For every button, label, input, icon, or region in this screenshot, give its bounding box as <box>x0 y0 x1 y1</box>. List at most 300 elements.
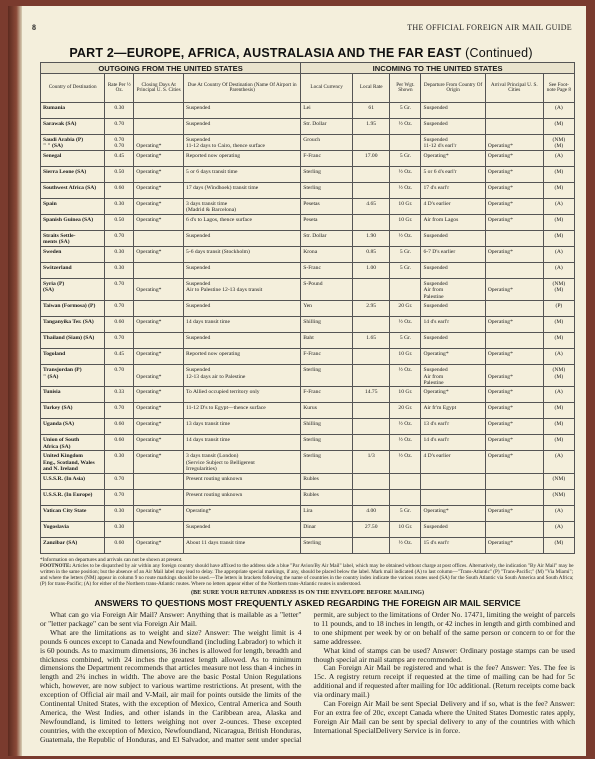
table-cell: Operating* <box>421 349 485 365</box>
table-cell: Sterling <box>301 183 353 199</box>
table-cell: 5 or 6 d's earl'r <box>421 167 485 183</box>
table-row <box>41 521 575 537</box>
table-cell: Operating* <box>184 505 301 521</box>
table-cell: Tunisia <box>41 387 105 403</box>
table-cell: ½ Oz. <box>390 119 421 135</box>
band-outgoing: OUTGOING FROM THE UNITED STATES <box>41 63 301 74</box>
table-cell: Reported now operating <box>184 349 301 365</box>
table-cell: Straits Settle- ments (SA) <box>41 231 105 247</box>
table-cell: 5 Gr. <box>390 505 421 521</box>
table-cell: Zanzibar (SA) <box>41 537 105 553</box>
table-cell: Syria (P) (SA) <box>41 279 105 301</box>
table-cell: 0.50 <box>105 167 134 183</box>
table-cell: Suspended <box>421 521 485 537</box>
table-cell: Suspended <box>421 103 485 119</box>
table-cell: To Allied occupied territory only <box>184 387 301 403</box>
table-cell: 17 days (Windhoek) transit time <box>184 183 301 199</box>
table-cell: ½ Oz. <box>390 183 421 199</box>
table-cell: Operating* <box>134 183 184 199</box>
table-cell: 0.60 <box>105 317 134 333</box>
table-cell <box>134 103 184 119</box>
table-cell: 0.60 <box>105 183 134 199</box>
table-cell: Operating* <box>134 167 184 183</box>
table-cell: Suspended 12-13 days air to Palestine <box>184 365 301 387</box>
table-cell: (M) <box>543 119 574 135</box>
table-cell: Togoland <box>41 349 105 365</box>
qa-paragraph: What kind of stamps can be used? Answer: Ordinary postage stamps can be used though special air mail stamps are recommended. <box>313 645 575 664</box>
table-row <box>41 451 575 473</box>
table-body <box>41 103 575 554</box>
table-cell: Sierra Leone (SA) <box>41 167 105 183</box>
table-cell: 13 d's earl'r <box>421 419 485 435</box>
table-cell: Suspended <box>421 301 485 317</box>
table-cell: Spanish Guinea (SA) <box>41 215 105 231</box>
table-cell: Str. Dollar <box>301 119 353 135</box>
table-cell: 11-12 D's to Egypt—thence surface <box>184 403 301 419</box>
table-cell: Lira <box>301 505 353 521</box>
table-cell: (M) <box>543 403 574 419</box>
table-cell: 4.65 <box>353 199 390 215</box>
table-cell: (NM) <box>543 489 574 505</box>
table-cell: Operating* <box>134 317 184 333</box>
table-row <box>41 167 575 183</box>
table-cell: Operating* <box>134 387 184 403</box>
table-cell <box>134 119 184 135</box>
table-cell: 15 d's earl'r <box>421 537 485 553</box>
table-cell: Lei <box>301 103 353 119</box>
table-cell: Operating* <box>485 247 543 263</box>
table-cell: 6-7 D's earlier <box>421 247 485 263</box>
table-row <box>41 365 575 387</box>
col-header: Due At Country Of Destination (Name Of Airport in Parenthesis) <box>184 74 301 103</box>
table-cell: 1.90 <box>353 231 390 247</box>
table-cell: (NM) <box>543 473 574 489</box>
table-cell: 0.70 <box>105 473 134 489</box>
table-cell: Operating* <box>485 317 543 333</box>
table-row <box>41 135 575 151</box>
table-cell: 10 Gr. <box>390 215 421 231</box>
table-cell: 10 Gr. <box>390 349 421 365</box>
table-cell: Suspended 11-12 d's earl'r <box>421 135 485 151</box>
part-title-continued: (Continued) <box>465 46 533 60</box>
table-cell <box>485 231 543 247</box>
table-cell: Shilling <box>301 419 353 435</box>
page-number: 8 <box>32 23 36 32</box>
table-cell: 0.60 <box>105 537 134 553</box>
table-cell <box>353 167 390 183</box>
qa-paragraph: Can Foreign Air Mail be registered and what is the fee? Answer: Yes. The fee is 15c. A registry return receipt if requested at the time of mailing can be had for 5c additional and if requested after mailing for 10c additional. (Return receipts come back via ordinary mail.) <box>313 663 575 700</box>
table-row <box>41 489 575 505</box>
table-cell <box>485 103 543 119</box>
table-cell: ½ Oz. <box>390 231 421 247</box>
part-title-main: PART 2—EUROPE, AFRICA, AUSTRALASIA AND THE FAR EAST <box>69 46 462 60</box>
col-header: Per Wgt. Shown <box>390 74 421 103</box>
table-cell: Sweden <box>41 247 105 263</box>
table-cell: (NM) (M) <box>543 135 574 151</box>
table-cell: 14 days transit time <box>184 317 301 333</box>
table-cell: Operating* <box>485 279 543 301</box>
table-cell: (M) <box>543 215 574 231</box>
table-cell: Operating* <box>485 215 543 231</box>
table-cell: Spain <box>41 199 105 215</box>
table-cell: Suspended <box>421 263 485 279</box>
table-cell: Present routing unknown <box>184 473 301 489</box>
table-cell: 0.30 <box>105 451 134 473</box>
table-cell: 1/3 <box>353 451 390 473</box>
table-cell: Suspended Air from Palestine <box>421 279 485 301</box>
table-cell: (A) <box>543 521 574 537</box>
table-band-row <box>41 63 575 74</box>
table-cell: 4.00 <box>353 505 390 521</box>
table-row <box>41 333 575 349</box>
table-cell: 0.30 <box>105 263 134 279</box>
table-cell: Suspended 11-12 days to Cairo, thence surface <box>184 135 301 151</box>
table-cell: 0.70 <box>105 231 134 247</box>
table-cell: 1.65 <box>353 333 390 349</box>
table-cell: (M) <box>543 537 574 553</box>
table-cell: U.S.S.R. (In Asia) <box>41 473 105 489</box>
col-header: Local Currency <box>301 74 353 103</box>
table-cell: 4 D's earlier <box>421 451 485 473</box>
table-row <box>41 317 575 333</box>
table-cell: Suspended <box>421 333 485 349</box>
table-cell: 10 Gr. <box>390 199 421 215</box>
table-cell: Air from Lagos <box>421 215 485 231</box>
table-cell: 17.00 <box>353 151 390 167</box>
table-cell: 0.70 <box>105 333 134 349</box>
table-cell <box>353 419 390 435</box>
table-cell: Suspended Air to Palestine 12-13 days transit <box>184 279 301 301</box>
col-header: Departure From Country Of Origin <box>421 74 485 103</box>
table-cell: Operating* <box>485 419 543 435</box>
table-cell: 5 Gr. <box>390 103 421 119</box>
table-cell: 0.70 <box>105 119 134 135</box>
table-cell: F-Franc <box>301 151 353 167</box>
table-cell: 3 days transit (London) (Service Subject to Belligerent Irregularities) <box>184 451 301 473</box>
table-cell: (M) <box>543 317 574 333</box>
table-row <box>41 403 575 419</box>
table-cell <box>390 135 421 151</box>
table-cell: Suspended <box>184 521 301 537</box>
qa-body <box>40 611 575 745</box>
table-cell <box>353 183 390 199</box>
table-cell: Suspended <box>184 333 301 349</box>
table-row <box>41 435 575 451</box>
table-cell <box>134 473 184 489</box>
table-cell: Operating* <box>134 365 184 387</box>
table-cell <box>485 489 543 505</box>
table-row <box>41 103 575 119</box>
table-cell: 61 <box>353 103 390 119</box>
table-cell: ½ Oz. <box>390 365 421 387</box>
table-cell: Operating* <box>485 505 543 521</box>
table-cell: ½ Oz. <box>390 419 421 435</box>
table-cell: Operating* <box>485 435 543 451</box>
table-cell: (M) <box>543 435 574 451</box>
table-cell: F-Franc <box>301 349 353 365</box>
table-cell: Operating* <box>134 215 184 231</box>
table-cell: 5 Gr. <box>390 333 421 349</box>
table-cell <box>390 489 421 505</box>
table-row <box>41 537 575 553</box>
col-header: Arrival Principal U. S. Cities <box>485 74 543 103</box>
table-cell: 0.33 <box>105 387 134 403</box>
table-cell <box>390 279 421 301</box>
table-cell: Operating* <box>134 135 184 151</box>
table-cell: (A) <box>543 263 574 279</box>
table-row <box>41 215 575 231</box>
table-cell: 3 days transit time (Madrid & Barcelona) <box>184 199 301 215</box>
table-cell: Taiwan (Formosa) (P) <box>41 301 105 317</box>
table-cell: 0.70 <box>105 301 134 317</box>
table-cell: 0.70 <box>105 279 134 301</box>
table-cell: ½ Oz. <box>390 167 421 183</box>
table-cell: Switzerland <box>41 263 105 279</box>
table-cell: Operating* <box>485 135 543 151</box>
table-cell: 10 Gr. <box>390 387 421 403</box>
table-cell <box>353 279 390 301</box>
table-cell: 0.45 <box>105 349 134 365</box>
table-cell: Reported now operating <box>184 151 301 167</box>
table-cell: Operating* <box>421 151 485 167</box>
table-cell <box>134 263 184 279</box>
table-cell: 0.60 <box>105 419 134 435</box>
table-row <box>41 279 575 301</box>
table-cell: 0.30 <box>105 247 134 263</box>
table-cell: About 11 days transit time <box>184 537 301 553</box>
table-cell: Operating* <box>134 403 184 419</box>
table-cell: 2.95 <box>353 301 390 317</box>
table-cell: Operating* <box>134 505 184 521</box>
table-cell: (M) <box>543 419 574 435</box>
col-header: Country of Destination <box>41 74 105 103</box>
table-cell <box>353 215 390 231</box>
table-cell: Operating* <box>134 435 184 451</box>
table-cell: 0.30 <box>105 199 134 215</box>
table-cell: Transjordan (P) " (SA) <box>41 365 105 387</box>
table-row <box>41 387 575 403</box>
table-cell: Sterling <box>301 537 353 553</box>
table-cell: Operating* <box>485 167 543 183</box>
table-cell <box>134 521 184 537</box>
table-cell: Yen <box>301 301 353 317</box>
table-cell: 0.45 <box>105 151 134 167</box>
table-cell: 4 D's earlier <box>421 199 485 215</box>
guide-page <box>8 6 586 756</box>
table-cell: Rubles <box>301 473 353 489</box>
asterisk-note: *Information on departures and arrivals can not be shown at present. <box>40 557 183 563</box>
return-address-reminder: (BE SURE YOUR RETURN ADDRESS IS ON THE ENVELOPE BEFORE MAILING) <box>190 589 425 596</box>
table-cell: (A) <box>543 387 574 403</box>
table-cell: Saudi Arabia (P) " " (SA) <box>41 135 105 151</box>
table-cell: Operating* <box>485 451 543 473</box>
table-cell: 14 d's earl'r <box>421 435 485 451</box>
table-cell: Union of South Africa (SA) <box>41 435 105 451</box>
table-cell: Rumania <box>41 103 105 119</box>
table-cell: 14 days transit time <box>184 435 301 451</box>
table-row <box>41 199 575 215</box>
table-cell: Operating* <box>485 537 543 553</box>
table-cell: Operating* <box>134 279 184 301</box>
table-row <box>41 419 575 435</box>
table-cell: Present routing unknown <box>184 489 301 505</box>
table-cell: Operating* <box>485 199 543 215</box>
footnote-text: Articles to be dispatched by air within any foreign country should have affixed to the address side a blue "Par Avion/By Air Mail" label, which may be obtained without charge at post offices. Alternatively, the indication "By Air Mail" may be written in the same position; but the absence of an Air Mail label may lead to delay. The appropriate special markings, if any, should be placed below the label. Mark mail indicated (A) to last column—"Trans-Atlantic" (P) "Trans-Pacific;" (M) "Via Miami"; and where the letters (NM) appear in column 9 no route markings should be used.—The letters in brackets following the name of countries in the country index indicate the various routes used (SA) for the South Atlantic via South America and South Africa; (P) for trans-Pacific; (A) for either of the Northern trans-Atlantic routes. Where no letters appear either of the Northern trans-Atlantic routes is understood. <box>40 563 574 587</box>
qa-title: ANSWERS TO QUESTIONS MOST FREQUENTLY ASKED REGARDING THE FOREIGN AIR MAIL SERVICE <box>94 598 521 608</box>
table-cell: Operating* <box>421 505 485 521</box>
table-cell: Operating* <box>134 247 184 263</box>
table-cell: Operating* <box>485 387 543 403</box>
table-cell: Sterling <box>301 167 353 183</box>
band-incoming: INCOMING TO THE UNITED STATES <box>301 63 575 74</box>
table-cell: Operating* <box>134 451 184 473</box>
table-cell: 13 days transit time <box>184 419 301 435</box>
table-cell: Operating* <box>134 419 184 435</box>
table-cell: 0.85 <box>353 247 390 263</box>
table-cell: Uganda (SA) <box>41 419 105 435</box>
table-cell: (M) <box>543 231 574 247</box>
table-cell: ½ Oz. <box>390 435 421 451</box>
table-cell: Dinar <box>301 521 353 537</box>
book-spine <box>8 6 22 756</box>
table-cell: Tanganyika Ter. (SA) <box>41 317 105 333</box>
table-cell: Operating* <box>134 151 184 167</box>
table-cell: 10 Gr. <box>390 521 421 537</box>
table-row <box>41 263 575 279</box>
table-cell: Operating* <box>485 403 543 419</box>
table-row <box>41 247 575 263</box>
table-cell: (M) <box>543 183 574 199</box>
table-cell: (M) <box>543 333 574 349</box>
footnote <box>40 563 575 587</box>
table-cell: 1.00 <box>353 263 390 279</box>
table-cell: Vatican City State <box>41 505 105 521</box>
table-cell: 0.50 <box>105 215 134 231</box>
table-cell: 0.60 <box>105 435 134 451</box>
table-header-row <box>41 74 575 103</box>
table-cell <box>134 333 184 349</box>
table-cell: Operating* <box>485 349 543 365</box>
table-cell: Suspended <box>421 119 485 135</box>
table-cell <box>485 473 543 489</box>
table-cell: Operating* <box>485 151 543 167</box>
table-cell: (NM) (M) <box>543 279 574 301</box>
table-cell: 5 or 6 days transit time <box>184 167 301 183</box>
table-cell: 5 Gr. <box>390 263 421 279</box>
table-cell: 0.70 <box>105 489 134 505</box>
table-cell: (A) <box>543 151 574 167</box>
table-cell: Suspended <box>184 103 301 119</box>
table-cell: F-Franc <box>301 387 353 403</box>
table-cell: Shilling <box>301 317 353 333</box>
table-cell: Operating* <box>485 183 543 199</box>
col-header: Local Rate <box>353 74 390 103</box>
table-cell: 1.95 <box>353 119 390 135</box>
table-cell <box>485 119 543 135</box>
part-title <box>30 46 572 60</box>
table-cell <box>353 349 390 365</box>
table-cell: Rubles <box>301 489 353 505</box>
footnote-label: FOOTNOTE: <box>40 563 72 569</box>
air-mail-rate-table <box>40 62 575 554</box>
table-cell: Sterling <box>301 365 353 387</box>
table-cell <box>485 301 543 317</box>
table-cell: Yugoslavia <box>41 521 105 537</box>
footnote-block <box>40 557 575 587</box>
table-cell: Senegal <box>41 151 105 167</box>
qa-paragraph: What can go via Foreign Air Mail? Answer: Anything that is mailable as a "letter" or "letter package" can be sent via Foreign Air Mail. <box>40 610 302 628</box>
col-header: Rate Per ½ Oz. <box>105 74 134 103</box>
table-cell: Southwest Africa (SA) <box>41 183 105 199</box>
qa-paragraph: What are the limitations as to weight and size? Answer: The weight limit is 4 pounds 6 ounces except to Canada and Newfoundland (including Labrador) to which it is 60 pounds. As to maximum dimensions, 36 inches is allowed for length, breadth and thickness combined, with 24 inches the greatest length allowed. As to minimum dimensions the Department recommends that articles measure not less than 4 inches in length and 2¾ inches in width. The above are the basic Postal Union Regulations which, however, are now subject to various wartime restrictions. At present, with the exception of Official air mail and V-Mail, air mail for points outside the limits of the Continental United States, with the exception of Mexico, Central America and South America, the West Indies, and other islands in the Caribbean area, Alaska and Newfoundland, is limited to letters weighing not over 2-ounces. These excepted countries, with the exception of Mexico, Newfoundland, Nicaragua, British Honduras, Guatemala, the Republic of Honduras, and El Salvador, and matter sent under special permit, are subject to the limitations of Order No. 17471, limiting the weight of parcels to 11 pounds, and to 18 inches in length, or 42 inches in length and girth combined and to one shipment per week by or on behalf of the same person or concern to or for the same addressee. <box>40 610 575 744</box>
table-cell: 0.70 <box>105 403 134 419</box>
table-cell: 27.50 <box>353 521 390 537</box>
table-row <box>41 119 575 135</box>
table-cell: 0.70 0.70 <box>105 135 134 151</box>
table-cell: 5 Gr. <box>390 247 421 263</box>
table-cell: Suspended <box>184 231 301 247</box>
table-cell: 5-6 days transit (Stockholm) <box>184 247 301 263</box>
table-cell: (A) <box>543 349 574 365</box>
table-cell: 0.30 <box>105 103 134 119</box>
table-cell: (P) <box>543 301 574 317</box>
table-cell <box>134 231 184 247</box>
table-cell: Suspended <box>421 231 485 247</box>
qa-paragraph: Can Foreign Air Mail be sent Special Delivery and if so, what is the fee? Answer: For an extra fee of 20c, except Canada where the United States Domestic rates apply, Foreign Air Mail can be sent by special delivery to any of the countries with which International SpecialDelivery Service is in force. <box>313 699 575 735</box>
table-cell: 0.30 <box>105 521 134 537</box>
table-row <box>41 231 575 247</box>
table-cell: ½ Oz. <box>390 537 421 553</box>
table-row <box>41 183 575 199</box>
table-row <box>41 473 575 489</box>
table-cell: Turkey (SA) <box>41 403 105 419</box>
table-cell: (M) <box>543 167 574 183</box>
table-cell <box>353 473 390 489</box>
table-cell: Air fr'm Egypt <box>421 403 485 419</box>
table-cell <box>353 403 390 419</box>
guide-title: THE OFFICIAL FOREIGN AIR MAIL GUIDE <box>407 23 572 32</box>
table-cell: 17 d's earl'r <box>421 183 485 199</box>
table-cell: 14 d's earl'r <box>421 317 485 333</box>
table-cell: 20 Gr. <box>390 403 421 419</box>
table-cell <box>485 263 543 279</box>
table-cell: 0.30 <box>105 505 134 521</box>
table-cell: U.S.S.R. (In Europe) <box>41 489 105 505</box>
table-cell: Operating* <box>134 199 184 215</box>
table-cell: Peseta <box>301 215 353 231</box>
table-cell: 0.70 <box>105 365 134 387</box>
col-header: See Foot-note Page 8 <box>543 74 574 103</box>
table-cell: Baht <box>301 333 353 349</box>
table-cell: Sterling <box>301 435 353 451</box>
table-cell <box>390 473 421 489</box>
table-cell: Suspended <box>184 263 301 279</box>
table-cell <box>485 333 543 349</box>
table-cell: S-Pound <box>301 279 353 301</box>
table-cell: Sterling <box>301 451 353 473</box>
table-cell: S-Franc <box>301 263 353 279</box>
table-cell <box>134 301 184 317</box>
table-cell <box>353 489 390 505</box>
table-cell: (A) <box>543 247 574 263</box>
table-cell <box>421 489 485 505</box>
table-cell <box>353 435 390 451</box>
table-cell: Operating* <box>134 537 184 553</box>
table-cell <box>421 473 485 489</box>
table-cell: 6 d's to Lagos, thence surface <box>184 215 301 231</box>
table-cell: ½ Oz. <box>390 317 421 333</box>
table-row <box>41 505 575 521</box>
